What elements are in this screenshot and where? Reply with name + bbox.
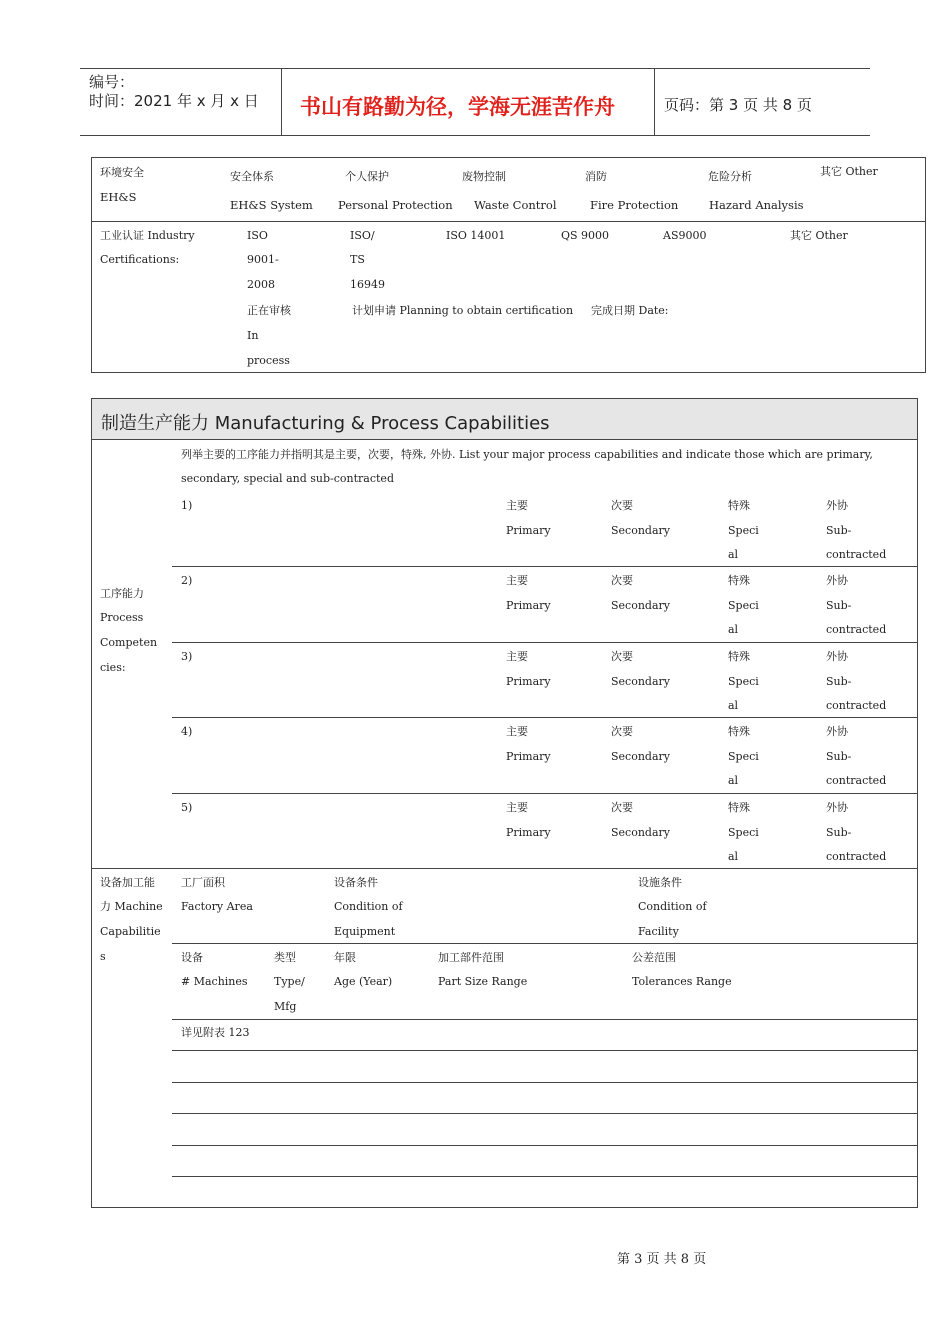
personal-protection-cn: 个人保护 bbox=[345, 170, 389, 183]
facility-cond-en1: Condition of bbox=[638, 900, 707, 913]
option-secondary-en: Secondary bbox=[611, 598, 670, 612]
facility-cond-en2: Facility bbox=[638, 925, 679, 938]
option-secondary-cn: 次要 bbox=[611, 725, 633, 738]
option-subcontracted-en: Sub- bbox=[826, 825, 852, 839]
fire-protection-cn: 消防 bbox=[585, 170, 607, 183]
option-subcontracted-cn: 外协 bbox=[826, 725, 848, 738]
option-secondary-cn: 次要 bbox=[611, 499, 633, 512]
col-tol-en: Tolerances Range bbox=[632, 975, 732, 988]
option-secondary-cn: 次要 bbox=[611, 650, 633, 663]
option-secondary-en: Secondary bbox=[611, 674, 670, 688]
iso9001-l3: 2008 bbox=[247, 278, 275, 291]
option-primary-en: Primary bbox=[506, 598, 551, 612]
waste-control-en: Waste Control bbox=[474, 198, 557, 212]
option-secondary-en: Secondary bbox=[611, 825, 670, 839]
cert-label-l1: 工业认证 Industry bbox=[100, 229, 195, 242]
personal-protection-en: Personal Protection bbox=[338, 198, 453, 212]
ehs-system-cn: 安全体系 bbox=[230, 170, 274, 183]
option-subcontracted-en: Sub- bbox=[826, 598, 852, 612]
option-special-en: Speci bbox=[728, 523, 759, 537]
option-primary-cn: 主要 bbox=[506, 499, 528, 512]
option-secondary-cn: 次要 bbox=[611, 801, 633, 814]
option-special-en: al bbox=[728, 548, 739, 561]
option-primary-cn: 主要 bbox=[506, 574, 528, 587]
iso9001-l1: ISO bbox=[247, 229, 268, 242]
cert-label-l2: Certifications: bbox=[100, 253, 180, 266]
col-size-cn: 加工部件范围 bbox=[438, 951, 504, 964]
option-primary-en: Primary bbox=[506, 825, 551, 839]
option-subcontracted-en: contracted bbox=[826, 548, 887, 561]
option-secondary-cn: 次要 bbox=[611, 574, 633, 587]
page-footer: 第 3 页 共 8 页 bbox=[617, 1252, 707, 1267]
factory-area-cn: 工厂面积 bbox=[181, 876, 225, 889]
option-subcontracted-en: Sub- bbox=[826, 523, 852, 537]
iso14001: ISO 14001 bbox=[446, 229, 506, 242]
option-subcontracted-cn: 外协 bbox=[826, 801, 848, 814]
in-process-l2: In bbox=[247, 329, 259, 342]
option-primary-cn: 主要 bbox=[506, 801, 528, 814]
option-special-en: al bbox=[728, 774, 739, 787]
option-special-cn: 特殊 bbox=[728, 499, 750, 512]
col-type-en2: Mfg bbox=[274, 1000, 297, 1013]
ehs-other: 其它 Other bbox=[820, 165, 878, 178]
process-row-number: 2) bbox=[181, 574, 193, 587]
waste-control-cn: 废物控制 bbox=[462, 170, 506, 183]
process-row-number: 5) bbox=[181, 801, 193, 814]
option-special-en: al bbox=[728, 699, 739, 712]
option-primary-en: Primary bbox=[506, 674, 551, 688]
option-primary-cn: 主要 bbox=[506, 650, 528, 663]
machine-label-l2: 力 Machine bbox=[100, 900, 163, 913]
col-machines-cn: 设备 bbox=[181, 951, 203, 964]
option-subcontracted-en: contracted bbox=[826, 774, 887, 787]
page-label: 页码：第 3 页 共 8 页 bbox=[664, 96, 812, 114]
section-title-bar bbox=[91, 398, 918, 440]
equip-cond-en1: Condition of bbox=[334, 900, 403, 913]
option-subcontracted-cn: 外协 bbox=[826, 650, 848, 663]
facility-cond-cn: 设施条件 bbox=[638, 876, 682, 889]
col-size-en: Part Size Range bbox=[438, 975, 528, 988]
option-primary-en: Primary bbox=[506, 523, 551, 537]
in-process-l1: 正在审核 bbox=[247, 304, 291, 317]
instruction-l2: secondary, special and sub-contracted bbox=[181, 472, 394, 485]
hazard-analysis-cn: 危险分析 bbox=[708, 170, 752, 183]
option-special-en: Speci bbox=[728, 825, 759, 839]
code-label: 编号： bbox=[89, 73, 135, 91]
col-tol-cn: 公差范围 bbox=[632, 951, 676, 964]
process-row-number: 4) bbox=[181, 725, 193, 738]
option-special-en: al bbox=[728, 623, 739, 636]
option-subcontracted-en: Sub- bbox=[826, 749, 852, 763]
ehs-label-en: EH&S bbox=[100, 190, 137, 204]
instruction-l1: 列举主要的工序能力并指明其是主要，次要，特殊, 外协. List your major process capabilities and indicate those which are primary, bbox=[181, 448, 873, 461]
col-type-en1: Type/ bbox=[274, 975, 305, 988]
process-label-l2: Process bbox=[100, 611, 144, 624]
option-special-en: al bbox=[728, 850, 739, 863]
col-machines-en: # Machines bbox=[181, 975, 248, 988]
as9000: AS9000 bbox=[663, 229, 707, 242]
col-type-cn: 类型 bbox=[274, 951, 296, 964]
ehs-label-cn: 环境安全 bbox=[100, 166, 144, 179]
iso9001-l2: 9001- bbox=[247, 253, 279, 266]
col-age-cn: 年限 bbox=[334, 951, 356, 964]
option-special-en: Speci bbox=[728, 749, 759, 763]
date-label: 时间：2021 年 x 月 x 日 bbox=[89, 92, 259, 110]
section-title: 制造生产能力 Manufacturing & Process Capabilities bbox=[101, 413, 550, 434]
isots-l1: ISO/ bbox=[350, 229, 375, 242]
option-primary-cn: 主要 bbox=[506, 725, 528, 738]
option-subcontracted-en: Sub- bbox=[826, 674, 852, 688]
machine-label-l4: s bbox=[100, 950, 106, 963]
factory-area-en: Factory Area bbox=[181, 900, 253, 913]
option-subcontracted-en: contracted bbox=[826, 699, 887, 712]
option-secondary-en: Secondary bbox=[611, 749, 670, 763]
isots-l2: TS bbox=[350, 253, 365, 266]
option-special-en: Speci bbox=[728, 674, 759, 688]
process-row-number: 1) bbox=[181, 499, 193, 512]
option-primary-en: Primary bbox=[506, 749, 551, 763]
planning-label: 计划申请 Planning to obtain certification bbox=[352, 304, 574, 317]
equip-cond-en2: Equipment bbox=[334, 925, 396, 938]
option-subcontracted-en: contracted bbox=[826, 850, 887, 863]
motto: 书山有路勤为径，学海无涯苦作舟 bbox=[300, 95, 615, 119]
process-row-number: 3) bbox=[181, 650, 193, 663]
option-special-cn: 特殊 bbox=[728, 725, 750, 738]
equip-cond-cn: 设备条件 bbox=[334, 876, 378, 889]
option-special-cn: 特殊 bbox=[728, 574, 750, 587]
process-label-l4: cies: bbox=[100, 661, 126, 674]
cert-other: 其它 Other bbox=[790, 229, 848, 242]
option-subcontracted-cn: 外协 bbox=[826, 574, 848, 587]
process-label-l1: 工序能力 bbox=[100, 587, 144, 600]
option-secondary-en: Secondary bbox=[611, 523, 670, 537]
option-special-cn: 特殊 bbox=[728, 650, 750, 663]
ehs-system-en: EH&S System bbox=[230, 198, 313, 212]
option-special-en: Speci bbox=[728, 598, 759, 612]
machine-label-l1: 设备加工能 bbox=[100, 876, 155, 889]
fire-protection-en: Fire Protection bbox=[590, 198, 679, 212]
qs9000: QS 9000 bbox=[561, 229, 610, 242]
machine-label-l3: Capabilitie bbox=[100, 925, 161, 938]
see-attached: 详见附表 123 bbox=[181, 1026, 250, 1039]
in-process-l3: process bbox=[247, 354, 290, 367]
isots-l3: 16949 bbox=[350, 278, 385, 291]
option-special-cn: 特殊 bbox=[728, 801, 750, 814]
completion-date-label: 完成日期 Date: bbox=[591, 304, 669, 317]
col-age-en: Age (Year) bbox=[334, 975, 393, 988]
option-subcontracted-cn: 外协 bbox=[826, 499, 848, 512]
process-label-l3: Competen bbox=[100, 636, 158, 649]
option-subcontracted-en: contracted bbox=[826, 623, 887, 636]
hazard-analysis-en: Hazard Analysis bbox=[709, 198, 804, 212]
